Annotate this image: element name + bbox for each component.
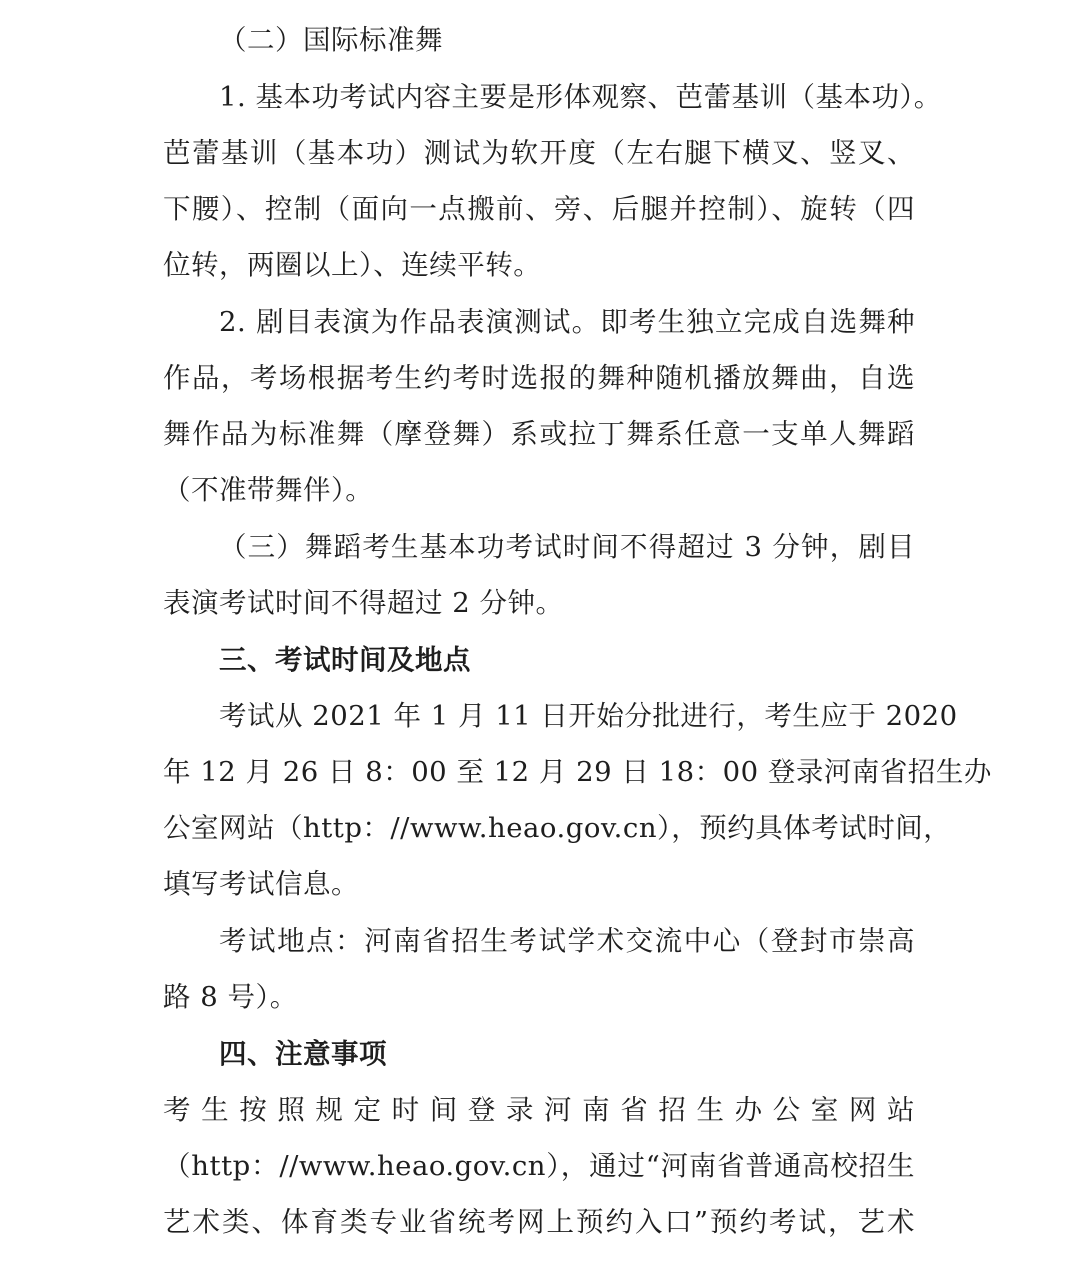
paragraph-line: 公室网站（http：//www.heao.gov.cn），预约具体考试时间， [163,812,952,844]
paragraph-line: （三）舞蹈考生基本功考试时间不得超过 3 分钟，剧目 [219,531,915,563]
paragraph-line: 下腰）、控制（面向一点搬前、旁、后腿并控制）、旋转（四 [163,193,915,225]
paragraph-line: 舞作品为标准舞（摩登舞）系或拉丁舞系任意一支单人舞蹈 [163,418,915,450]
paragraph-line: 填写考试信息。 [163,868,359,900]
paragraph-line: 路 8 号）。 [163,981,298,1013]
paragraph-line: 作品，考场根据考生约考时选报的舞种随机播放舞曲，自选 [163,362,915,394]
subsection-heading-ballroom: （二）国际标准舞 [219,24,443,56]
paragraph-line: 2. 剧目表演为作品表演测试。即考生独立完成自选舞种 [219,306,915,338]
paragraph-line: 考试地点：河南省招生考试学术交流中心（登封市崇高 [219,925,915,957]
paragraph-line: 芭蕾基训（基本功）测试为软开度（左右腿下横叉、竖叉、 [163,137,915,169]
section-heading-notes: 四、注意事项 [219,1038,387,1070]
paragraph-line: （http：//www.heao.gov.cn），通过“河南省普通高校招生 [163,1150,915,1182]
paragraph-line: 表演考试时间不得超过 2 分钟。 [163,587,564,619]
paragraph-line: 位转，两圈以上）、连续平转。 [163,249,542,281]
section-heading-time-location: 三、考试时间及地点 [219,644,471,676]
paragraph-line: 艺术类、体育类专业省统考网上预约入口”预约考试，艺术 [163,1206,915,1238]
paragraph-line: 1. 基本功考试内容主要是形体观察、芭蕾基训（基本功）。 [219,81,942,113]
paragraph-line: 考生按照规定时间登录河南省招生办公室网站 [163,1094,915,1126]
paragraph-line: 考试从 2021 年 1 月 11 日开始分批进行，考生应于 2020 [219,700,958,732]
paragraph-line: 年 12 月 26 日 8：00 至 12 月 29 日 18：00 登录河南省招生办 [163,756,992,788]
paragraph-line: （不准带舞伴）。 [163,474,374,506]
